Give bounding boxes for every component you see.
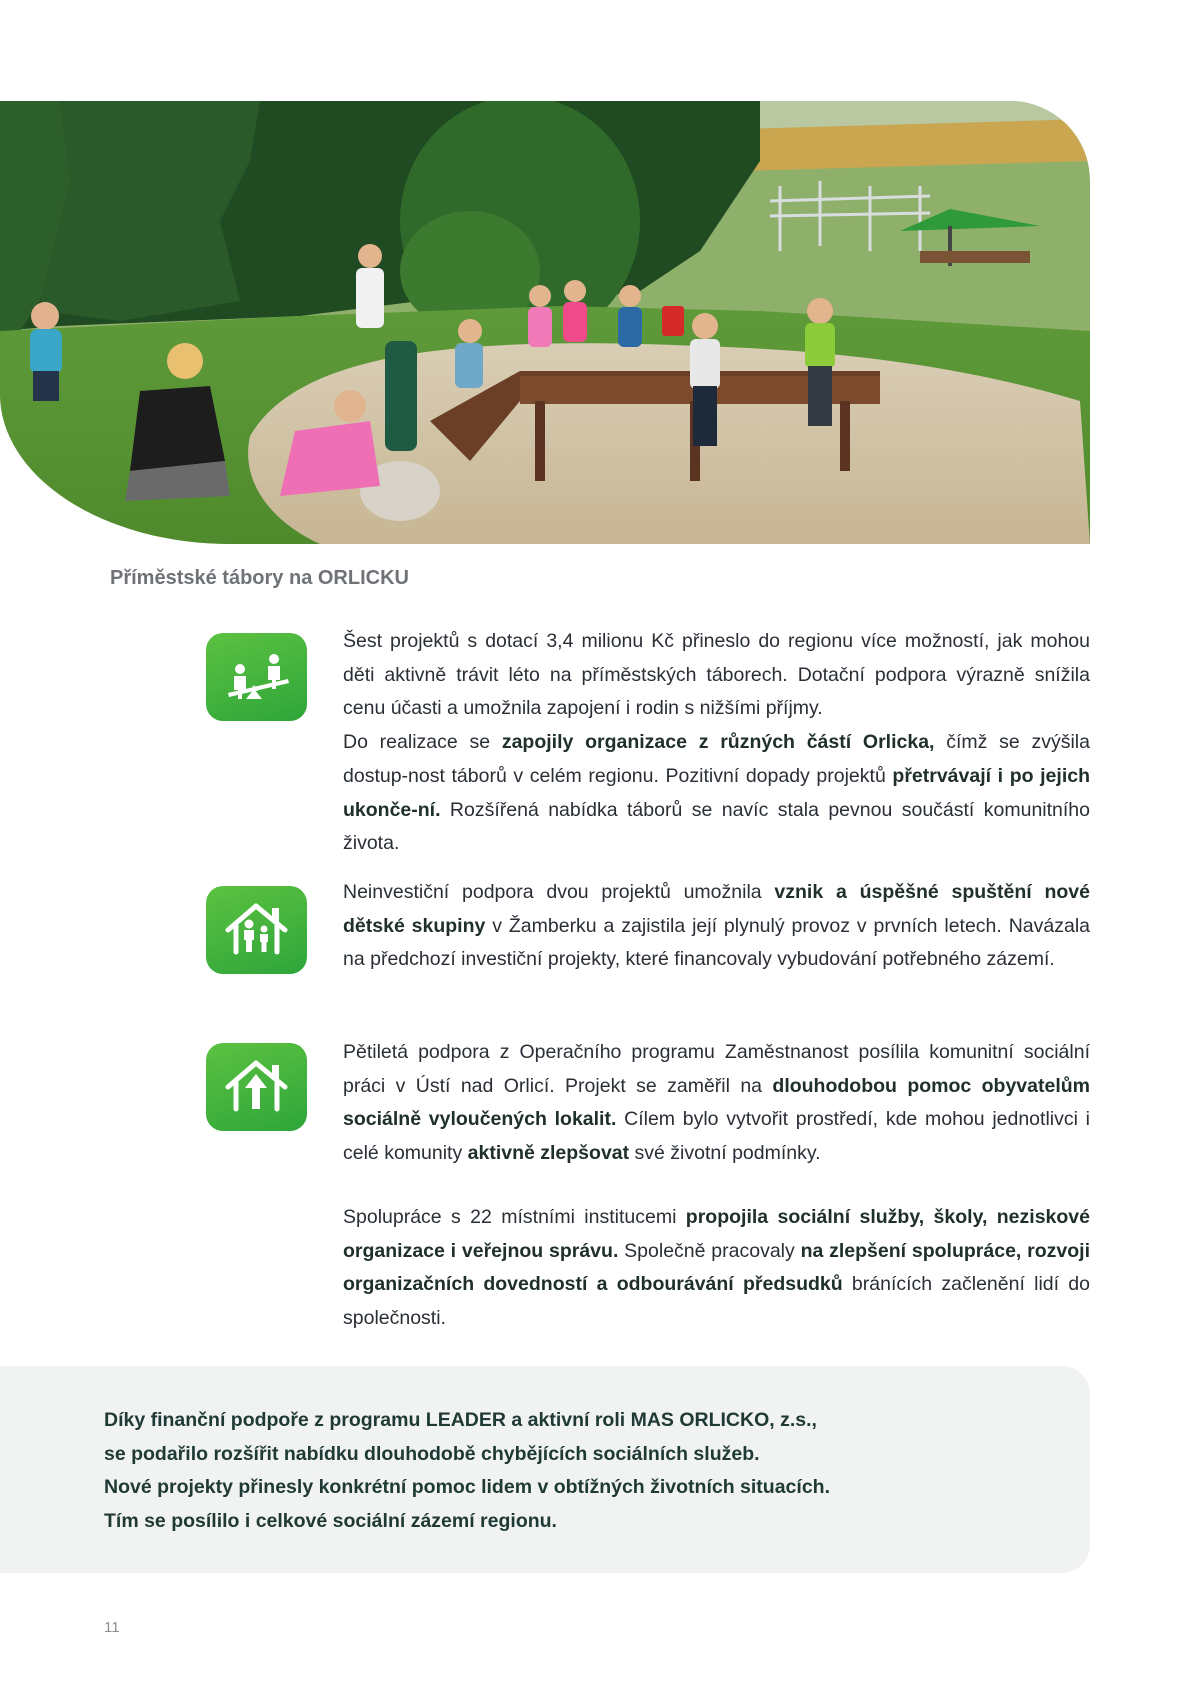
highlight-lasting-impact: přetrvávají i po jejich ukonče-ní. [343,764,1090,821]
house-up-arrow-icon [206,1043,307,1131]
summary-line: Nové projekty přinesly konkrétní pomoc lidem v obtížných životních situacích. [104,1476,830,1499]
text-run: Pětiletá podpora z Operačního programu Zaměstnanost posílila komunitní sociální práci v Ústí nad Orlicí. Projekt se zaměřil na [343,1041,1090,1097]
page-number: 11 [104,1619,120,1636]
cooperation-text-block [343,1201,1090,1336]
cooperation-paragraph [343,1201,1090,1336]
summary-line: Díky finanční podpoře z programu LEADER a aktivní roli MAS ORLICKO, z.s., [104,1409,817,1431]
text-run: Neinvestiční podpora dvou projektů umožnila [343,881,775,903]
camps-paragraph-2 [343,726,1090,861]
text-run: Spolupráce s 22 místními institucemi [343,1206,686,1228]
children-playground-photo [0,101,1090,544]
text-run: Společně pracovaly [618,1239,801,1262]
text-run: bránících začlenění lidí do společnosti. [343,1273,1090,1330]
summary-box [0,1366,1090,1573]
text-run: své životní podmínky. [629,1142,821,1165]
summary-line: Tím se posílilo i celkové sociální zázemí regionu. [104,1510,557,1533]
seesaw-children-icon [206,633,307,721]
text-run: Rozšířená nabídka táborů se navíc stala pevnou součástí komunitního života. [343,798,1090,855]
playground-photo [0,101,1090,544]
summary-text [104,1404,830,1539]
camps-text-block [343,625,1090,861]
highlight-connected-services: propojila sociální služby, školy, neziskové organizace i veřejnou správu. [343,1206,1090,1262]
children-group-text-block [343,876,1090,977]
text-run: čímž se zvýšila dostup-nost táborů v celém regionu. Pozitivní dopady projektů [343,731,1090,787]
text-run: v Žamberku a zajistila její plynulý provoz v prvních letech. Navázala na předchozí investiční projekty, které financovaly vybudování potřebného zázemí. [343,914,1090,971]
community-work-paragraph [343,1036,1090,1171]
text-run: Do realizace se [343,731,502,754]
photo-caption: Příměstské tábory na ORLICKU [110,567,409,589]
highlight-cooperation-improvement: na zlepšení spolupráce, rozvoji organizačních dovedností a odbourávání předsudků [343,1239,1090,1296]
children-group-paragraph [343,876,1090,977]
text-run: Cílem bylo vytvořit prostředí, kde mohou jednotlivci i celé komunity [343,1108,1090,1165]
camps-paragraph-1: Šest projektů s dotací 3,4 milionu Kč přineslo do regionu více možností, jak mohou děti aktivně trávit léto na příměstských táborech. Dotační podpora výrazně snížila cenu účasti a umožnila zapojení i rodin s nižšími příjmy. [343,630,1090,720]
summary-line: se podařilo rozšířit nabídku dlouhodobě chybějících sociálních služeb. [104,1442,760,1465]
highlight-organizations: zapojily organizace z různých částí Orlicka, [501,731,935,754]
community-work-text-block [343,1036,1090,1171]
highlight-actively-improve: aktivně zlepšovat [467,1142,630,1165]
highlight-new-children-group: vznik a úspěšné spuštění nové dětské skupiny [343,881,1091,937]
family-house-icon [206,886,307,974]
highlight-long-term-help: dlouhodobou pomoc obyvatelům sociálně vyloučených lokalit. [343,1074,1090,1131]
